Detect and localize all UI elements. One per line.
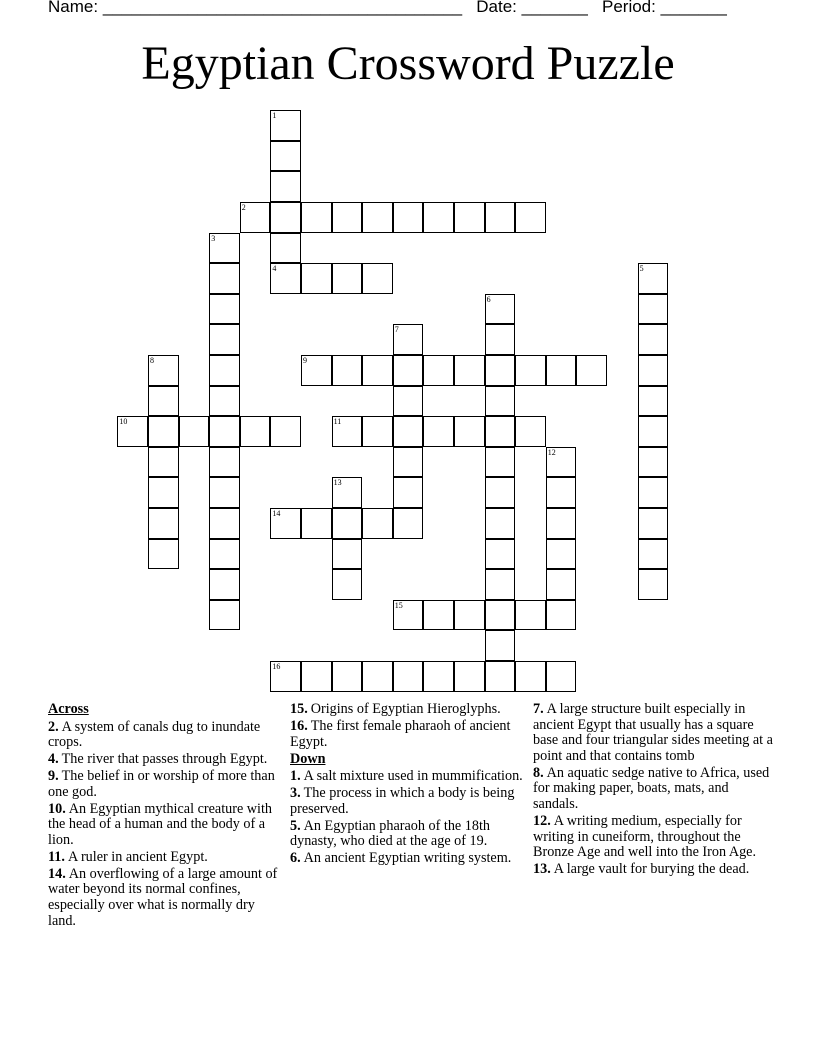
grid-cell[interactable]: [393, 324, 424, 355]
clue-text: An Egyptian pharaoh of the 18th dynasty, who died at the age of 19.: [290, 817, 491, 850]
clue-text: Origins of Egyptian Hieroglyphs.: [310, 701, 501, 717]
clue-item: [48, 720, 280, 751]
clues-column-1: [48, 702, 280, 931]
grid-cell[interactable]: [485, 477, 516, 508]
clue-text: An aquatic sedge native to Africa, used for making paper, boats, mats, and sandals.: [533, 764, 770, 812]
grid-cell[interactable]: [454, 600, 485, 631]
grid-cell[interactable]: [485, 294, 516, 325]
cell-number: 4: [272, 264, 277, 274]
grid-cell[interactable]: [362, 661, 393, 692]
grid-cell[interactable]: [332, 508, 363, 539]
grid-cell[interactable]: [638, 355, 669, 386]
cell-number: 13: [333, 478, 342, 488]
grid-cell[interactable]: [423, 355, 454, 386]
grid-cell[interactable]: [546, 539, 577, 570]
clue-text: The belief in or worship of more than one god.: [48, 768, 275, 800]
grid-cell[interactable]: [423, 600, 454, 631]
clue-item: [48, 850, 280, 866]
grid-cell[interactable]: [393, 202, 424, 233]
grid-cell[interactable]: [423, 202, 454, 233]
date-blank[interactable]: _______: [521, 0, 588, 16]
cell-number: 16: [272, 662, 281, 671]
grid-cell[interactable]: [454, 202, 485, 233]
down-clue-list: [290, 769, 524, 867]
grid-cell[interactable]: [148, 477, 179, 508]
clue-item: [290, 851, 524, 867]
grid-cell[interactable]: [485, 416, 516, 447]
cell-number: 7: [394, 325, 399, 335]
grid-cell[interactable]: [209, 477, 240, 508]
grid-cell[interactable]: [423, 661, 454, 692]
cell-number: 8: [150, 356, 154, 365]
across-clue-list: [48, 720, 280, 930]
grid-cell[interactable]: [270, 141, 301, 172]
grid-cell[interactable]: [209, 539, 240, 570]
cell-number: 12: [547, 447, 556, 457]
clue-number: 16.: [290, 717, 308, 734]
grid-cell[interactable]: [148, 355, 179, 386]
grid-cell[interactable]: [485, 661, 516, 692]
grid-cell[interactable]: [638, 263, 669, 294]
period-label: Period:: [602, 0, 656, 16]
grid-cell[interactable]: [332, 355, 363, 386]
grid-cell[interactable]: [270, 416, 301, 447]
clue-number: 7.: [533, 701, 544, 717]
clue-text: A large structure built especially in ancient Egypt that usually has a square base and four triangular sides meeting at a point and that contains tomb: [533, 701, 773, 764]
cell-number: 5: [639, 264, 644, 274]
grid-cell[interactable]: [148, 447, 179, 478]
grid-cell[interactable]: [546, 569, 577, 600]
grid-cell[interactable]: [515, 661, 546, 692]
grid-cell[interactable]: [240, 416, 271, 447]
grid-cell[interactable]: [209, 386, 240, 417]
clue-item: [48, 769, 280, 800]
clue-text: A large vault for burying the dead.: [553, 861, 750, 878]
grid-cell[interactable]: [485, 202, 516, 233]
name-blank[interactable]: ______________________________________: [102, 0, 463, 16]
grid-cell[interactable]: [638, 539, 669, 570]
grid-cell[interactable]: [485, 508, 516, 539]
grid-cell[interactable]: [332, 263, 363, 294]
grid-cell[interactable]: [546, 600, 577, 631]
grid-cell[interactable]: [362, 508, 393, 539]
grid-cell[interactable]: [209, 233, 240, 264]
grid-cell[interactable]: [546, 508, 577, 539]
cell-number: 11: [333, 417, 342, 427]
clue-number: 10.: [48, 800, 66, 817]
cell-number: 15: [394, 600, 403, 610]
clue-number: 1.: [290, 768, 301, 785]
clue-text: The process in which a body is being preserved.: [290, 785, 515, 817]
cell-number: 10: [119, 417, 128, 427]
grid-cell[interactable]: [270, 171, 301, 202]
clue-item: [48, 802, 280, 849]
grid-cell[interactable]: [362, 263, 393, 294]
grid-cell[interactable]: [332, 661, 363, 692]
grid-cell[interactable]: [638, 569, 669, 600]
across-heading: Across: [48, 701, 89, 717]
clue-item: [48, 752, 280, 768]
clue-item: [533, 702, 773, 764]
grid-cell[interactable]: [454, 355, 485, 386]
grid-cell[interactable]: [638, 416, 669, 447]
clue-number: 9.: [48, 768, 59, 785]
grid-cell[interactable]: [270, 233, 301, 264]
clue-item: [533, 862, 773, 878]
grid-cell[interactable]: [393, 447, 424, 478]
grid-cell[interactable]: [638, 386, 669, 417]
grid-cell[interactable]: [638, 324, 669, 355]
clue-text: The river that passes through Egypt.: [61, 751, 268, 768]
grid-cell[interactable]: [515, 600, 546, 631]
grid-cell[interactable]: [393, 508, 424, 539]
grid-cell[interactable]: [393, 477, 424, 508]
grid-cell[interactable]: [332, 569, 363, 600]
grid-cell[interactable]: [209, 324, 240, 355]
cell-number: 2: [241, 203, 246, 212]
cell-number: 9: [303, 356, 307, 365]
grid-cell[interactable]: [546, 355, 577, 386]
grid-cell[interactable]: [209, 294, 240, 325]
grid-cell[interactable]: [485, 386, 516, 417]
grid-cell[interactable]: [485, 539, 516, 570]
cell-number: 14: [272, 509, 281, 518]
grid-cell[interactable]: [301, 355, 332, 386]
grid-cell[interactable]: [393, 386, 424, 417]
grid-cell[interactable]: [148, 539, 179, 570]
grid-cell[interactable]: [240, 202, 271, 233]
grid-cell[interactable]: [485, 630, 516, 661]
clue-number: 14.: [48, 865, 66, 882]
cell-number: 6: [486, 294, 491, 304]
grid-cell[interactable]: [209, 600, 240, 631]
grid-cell[interactable]: [148, 386, 179, 417]
down-clue-list-continued: [533, 702, 773, 878]
cell-number: 3: [211, 233, 216, 243]
page-title: Egyptian Crossword Puzzle: [141, 37, 675, 90]
clues-column-3: [533, 702, 773, 879]
across-clue-list-continued: [290, 702, 524, 750]
grid-cell[interactable]: [270, 508, 301, 539]
grid-cell[interactable]: [485, 324, 516, 355]
clue-number: 15.: [290, 701, 308, 717]
clue-item: [48, 867, 280, 929]
grid-cell[interactable]: [485, 569, 516, 600]
grid-cell[interactable]: [301, 661, 332, 692]
grid-cell[interactable]: [576, 355, 607, 386]
grid-cell[interactable]: [332, 539, 363, 570]
grid-cell[interactable]: [638, 508, 669, 539]
grid-cell[interactable]: [179, 416, 210, 447]
clue-number: 8.: [533, 764, 544, 781]
clue-item: [290, 786, 524, 817]
grid-cell[interactable]: [515, 202, 546, 233]
grid-cell[interactable]: [209, 416, 240, 447]
grid-cell[interactable]: [209, 508, 240, 539]
clue-number: 12.: [533, 812, 551, 829]
grid-cell[interactable]: [301, 508, 332, 539]
grid-cell[interactable]: [332, 477, 363, 508]
clue-number: 4.: [48, 751, 59, 768]
period-blank[interactable]: _______: [660, 0, 727, 16]
grid-cell[interactable]: [332, 202, 363, 233]
grid-cell[interactable]: [638, 477, 669, 508]
clue-text: A ruler in ancient Egypt.: [67, 848, 208, 865]
clue-item: [533, 766, 773, 813]
grid-cell[interactable]: [393, 416, 424, 447]
clue-number: 11.: [48, 848, 65, 865]
grid-cell[interactable]: [332, 416, 363, 447]
clue-number: 6.: [290, 850, 301, 867]
grid-cell[interactable]: [270, 110, 301, 141]
grid-cell[interactable]: [515, 416, 546, 447]
grid-cell[interactable]: [148, 416, 179, 447]
clues-column-2: [290, 702, 524, 868]
clue-text: A salt mixture used in mummification.: [303, 768, 523, 785]
clue-item: [290, 719, 524, 750]
grid-cell[interactable]: [393, 661, 424, 692]
down-heading: Down: [290, 750, 326, 767]
grid-cell[interactable]: [515, 355, 546, 386]
grid-cell[interactable]: [117, 416, 148, 447]
grid-cell[interactable]: [301, 263, 332, 294]
clue-number: 2.: [48, 718, 59, 735]
clue-text: A system of canals dug to inundate crops.: [48, 718, 261, 751]
grid-cell[interactable]: [454, 661, 485, 692]
grid-cell[interactable]: [209, 447, 240, 478]
grid-cell[interactable]: [638, 447, 669, 478]
clue-item: [533, 814, 773, 861]
grid-cell[interactable]: [270, 263, 301, 294]
grid-cell[interactable]: [301, 202, 332, 233]
grid-cell[interactable]: [209, 355, 240, 386]
grid-cell[interactable]: [638, 294, 669, 325]
grid-cell[interactable]: [362, 355, 393, 386]
clue-number: 3.: [290, 785, 301, 802]
clue-item: [290, 702, 524, 718]
grid-cell[interactable]: [546, 477, 577, 508]
clue-text: The first female pharaoh of ancient Egypt.: [290, 717, 511, 750]
grid-cell[interactable]: [270, 202, 301, 233]
date-label: Date:: [476, 0, 517, 16]
grid-cell[interactable]: [546, 447, 577, 478]
clue-number: 13.: [533, 861, 551, 878]
clue-text: An ancient Egyptian writing system.: [303, 850, 512, 867]
grid-cell[interactable]: [209, 263, 240, 294]
grid-cell[interactable]: [209, 569, 240, 600]
grid-cell[interactable]: [362, 416, 393, 447]
grid-cell[interactable]: [270, 661, 301, 692]
grid-cell[interactable]: [485, 447, 516, 478]
grid-cell[interactable]: [454, 416, 485, 447]
clue-item: [290, 769, 524, 785]
grid-cell[interactable]: [485, 600, 516, 631]
grid-cell[interactable]: [546, 661, 577, 692]
clue-text: A writing medium, especially for writing in cuneiform, throughout the Bronze Age and well into the Iron Age.: [533, 812, 757, 861]
grid-cell[interactable]: [423, 416, 454, 447]
grid-cell[interactable]: [393, 355, 424, 386]
grid-cell[interactable]: [485, 355, 516, 386]
clue-number: 5.: [290, 817, 301, 834]
clue-text: An overflowing of a large amount of water beyond its normal confines, especially over what is normally dry land.: [48, 865, 278, 929]
name-label: Name:: [48, 0, 99, 16]
clue-text: An Egyptian mythical creature with the head of a human and the body of a lion.: [48, 800, 273, 848]
grid-cell[interactable]: [362, 202, 393, 233]
grid-cell[interactable]: [148, 508, 179, 539]
cell-number: 1: [272, 111, 277, 121]
clue-item: [290, 819, 524, 850]
grid-cell[interactable]: [393, 600, 424, 631]
